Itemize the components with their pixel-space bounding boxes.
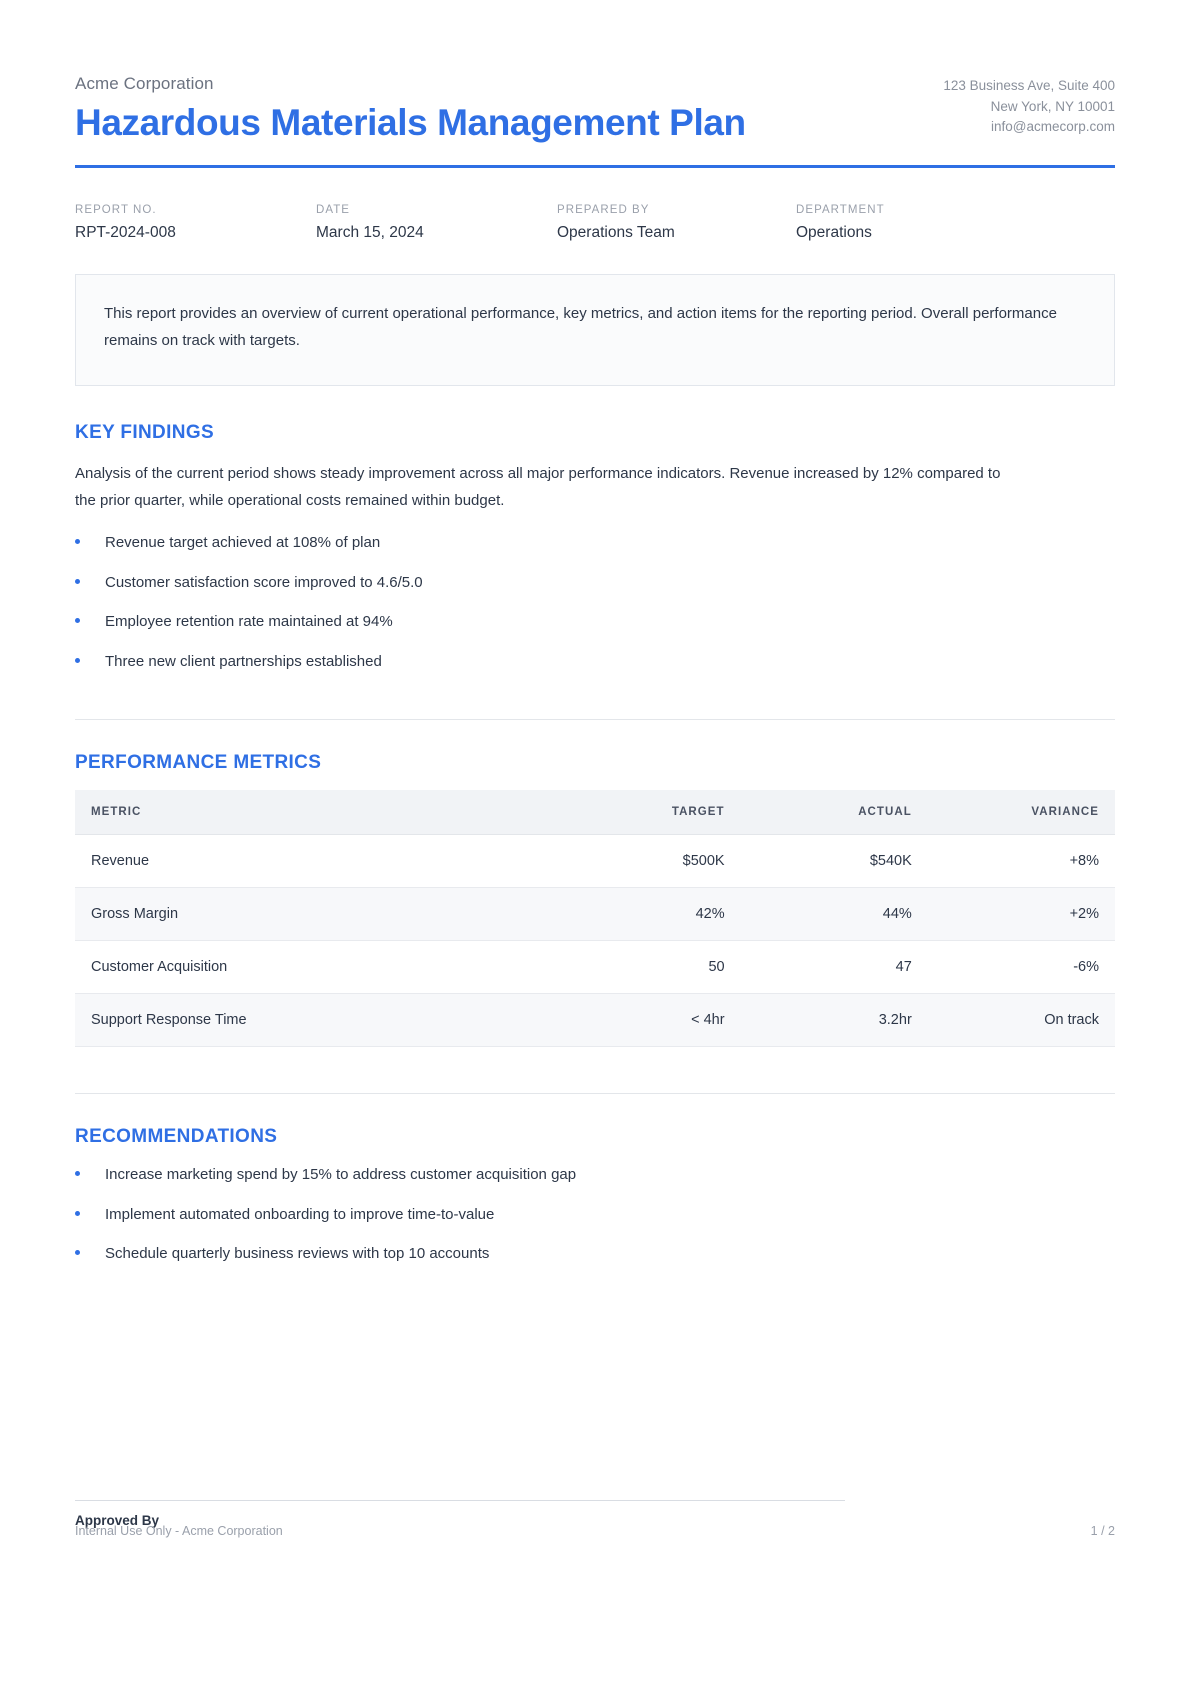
list-item-label: Schedule quarterly business reviews with top 10 accounts — [105, 1245, 490, 1263]
meta-label-date: DATE — [316, 204, 351, 217]
table-row — [75, 835, 1115, 888]
executive-summary-box — [75, 274, 1115, 385]
cell-variance: -6% — [928, 941, 1115, 994]
section-title-key-findings: KEY FINDINGS — [75, 421, 214, 443]
bullet-dot-icon — [75, 1211, 80, 1216]
company-email: info@acmecorp.com — [991, 119, 1115, 135]
document-meta-row — [75, 204, 1115, 242]
meta-value-department: Operations — [796, 224, 872, 242]
table-row — [75, 941, 1115, 994]
bullet-dot-icon — [75, 1171, 80, 1176]
cell-variance: +2% — [928, 888, 1115, 941]
meta-field-report-no — [75, 204, 316, 242]
meta-label-report-no: REPORT NO. — [75, 204, 157, 217]
page-footer — [75, 1524, 1115, 1538]
meta-value-date: March 15, 2024 — [316, 224, 424, 242]
meta-field-date — [316, 204, 557, 242]
key-findings-paragraph: Analysis of the current period shows steady improvement across all major performance indicators. Revenue increased by 12% compared to the prior quarter, while operational costs remained within budget. — [75, 464, 1001, 510]
cell-actual: 47 — [741, 941, 928, 994]
cell-metric: Revenue — [75, 835, 553, 888]
meta-value-report-no: RPT-2024-008 — [75, 224, 176, 242]
footer-left-text: Internal Use Only - Acme Corporation — [75, 1524, 283, 1538]
list-item-label: Employee retention rate maintained at 94% — [105, 613, 393, 631]
list-item — [75, 611, 1115, 634]
meta-label-prepared-by: PREPARED BY — [557, 204, 650, 217]
cell-target: $500K — [553, 835, 740, 888]
company-contact-block — [943, 56, 1115, 138]
document-header — [75, 56, 1115, 168]
meta-label-department: DEPARTMENT — [796, 204, 885, 217]
header-left — [75, 56, 746, 143]
list-item — [75, 532, 1115, 555]
section-key-findings — [75, 422, 1115, 674]
cell-actual: 3.2hr — [741, 994, 928, 1047]
list-item-label: Three new client partnerships established — [105, 652, 382, 670]
meta-field-prepared-by — [557, 204, 796, 242]
table-header — [75, 790, 1115, 835]
key-findings-list — [75, 532, 1115, 673]
cell-variance: On track — [928, 994, 1115, 1047]
cell-target: < 4hr — [553, 994, 740, 1047]
list-item — [75, 1164, 1115, 1187]
company-name: Acme Corporation — [75, 74, 214, 93]
performance-metrics-table — [75, 790, 1115, 1047]
column-header-target: TARGET — [553, 790, 740, 835]
table-row — [75, 994, 1115, 1047]
list-item-label: Implement automated onboarding to improve time-to-value — [105, 1205, 495, 1223]
list-item — [75, 651, 1115, 674]
cell-metric: Customer Acquisition — [75, 941, 553, 994]
list-item-label: Customer satisfaction score improved to 4.6/5.0 — [105, 573, 423, 591]
table-header-row — [75, 790, 1115, 835]
company-address-line1: 123 Business Ave, Suite 400 — [943, 78, 1115, 93]
cell-actual: $540K — [741, 835, 928, 888]
table-body — [75, 835, 1115, 1047]
list-item-label: Increase marketing spend by 15% to address customer acquisition gap — [105, 1166, 577, 1184]
footer-page-number: 1 / 2 — [1090, 1524, 1115, 1538]
section-title-performance-metrics: PERFORMANCE METRICS — [75, 752, 322, 774]
cell-metric: Support Response Time — [75, 994, 553, 1047]
recommendations-list — [75, 1164, 1115, 1266]
bullet-dot-icon — [75, 1250, 80, 1255]
company-address-line2: New York, NY 10001 — [990, 98, 1115, 114]
meta-field-department — [796, 204, 996, 242]
bullet-dot-icon — [75, 618, 80, 623]
meta-value-prepared-by: Operations Team — [557, 224, 675, 242]
page-title: Hazardous Materials Management Plan — [75, 102, 746, 143]
bullet-dot-icon — [75, 579, 80, 584]
executive-summary-text: This report provides an overview of current operational performance, key metrics, and action items for the reporting period. Overall performance remains on track with targets. — [104, 305, 1057, 350]
list-item-label: Revenue target achieved at 108% of plan — [105, 534, 381, 552]
column-header-metric: METRIC — [75, 790, 553, 835]
cell-target: 50 — [553, 941, 740, 994]
column-header-variance: VARIANCE — [928, 790, 1115, 835]
cell-variance: +8% — [928, 835, 1115, 888]
section-title-recommendations: RECOMMENDATIONS — [75, 1126, 278, 1148]
section-recommendations — [75, 1093, 1115, 1266]
bullet-dot-icon — [75, 539, 80, 544]
list-item — [75, 1204, 1115, 1227]
signature-label: Approved By — [75, 1513, 160, 1528]
bullet-dot-icon — [75, 658, 80, 663]
column-header-actual: ACTUAL — [741, 790, 928, 835]
cell-metric: Gross Margin — [75, 888, 553, 941]
signature-line — [75, 1500, 845, 1501]
list-item — [75, 1243, 1115, 1266]
cell-target: 42% — [553, 888, 740, 941]
section-performance-metrics — [75, 719, 1115, 1047]
table-row — [75, 888, 1115, 941]
list-item — [75, 572, 1115, 595]
cell-actual: 44% — [741, 888, 928, 941]
